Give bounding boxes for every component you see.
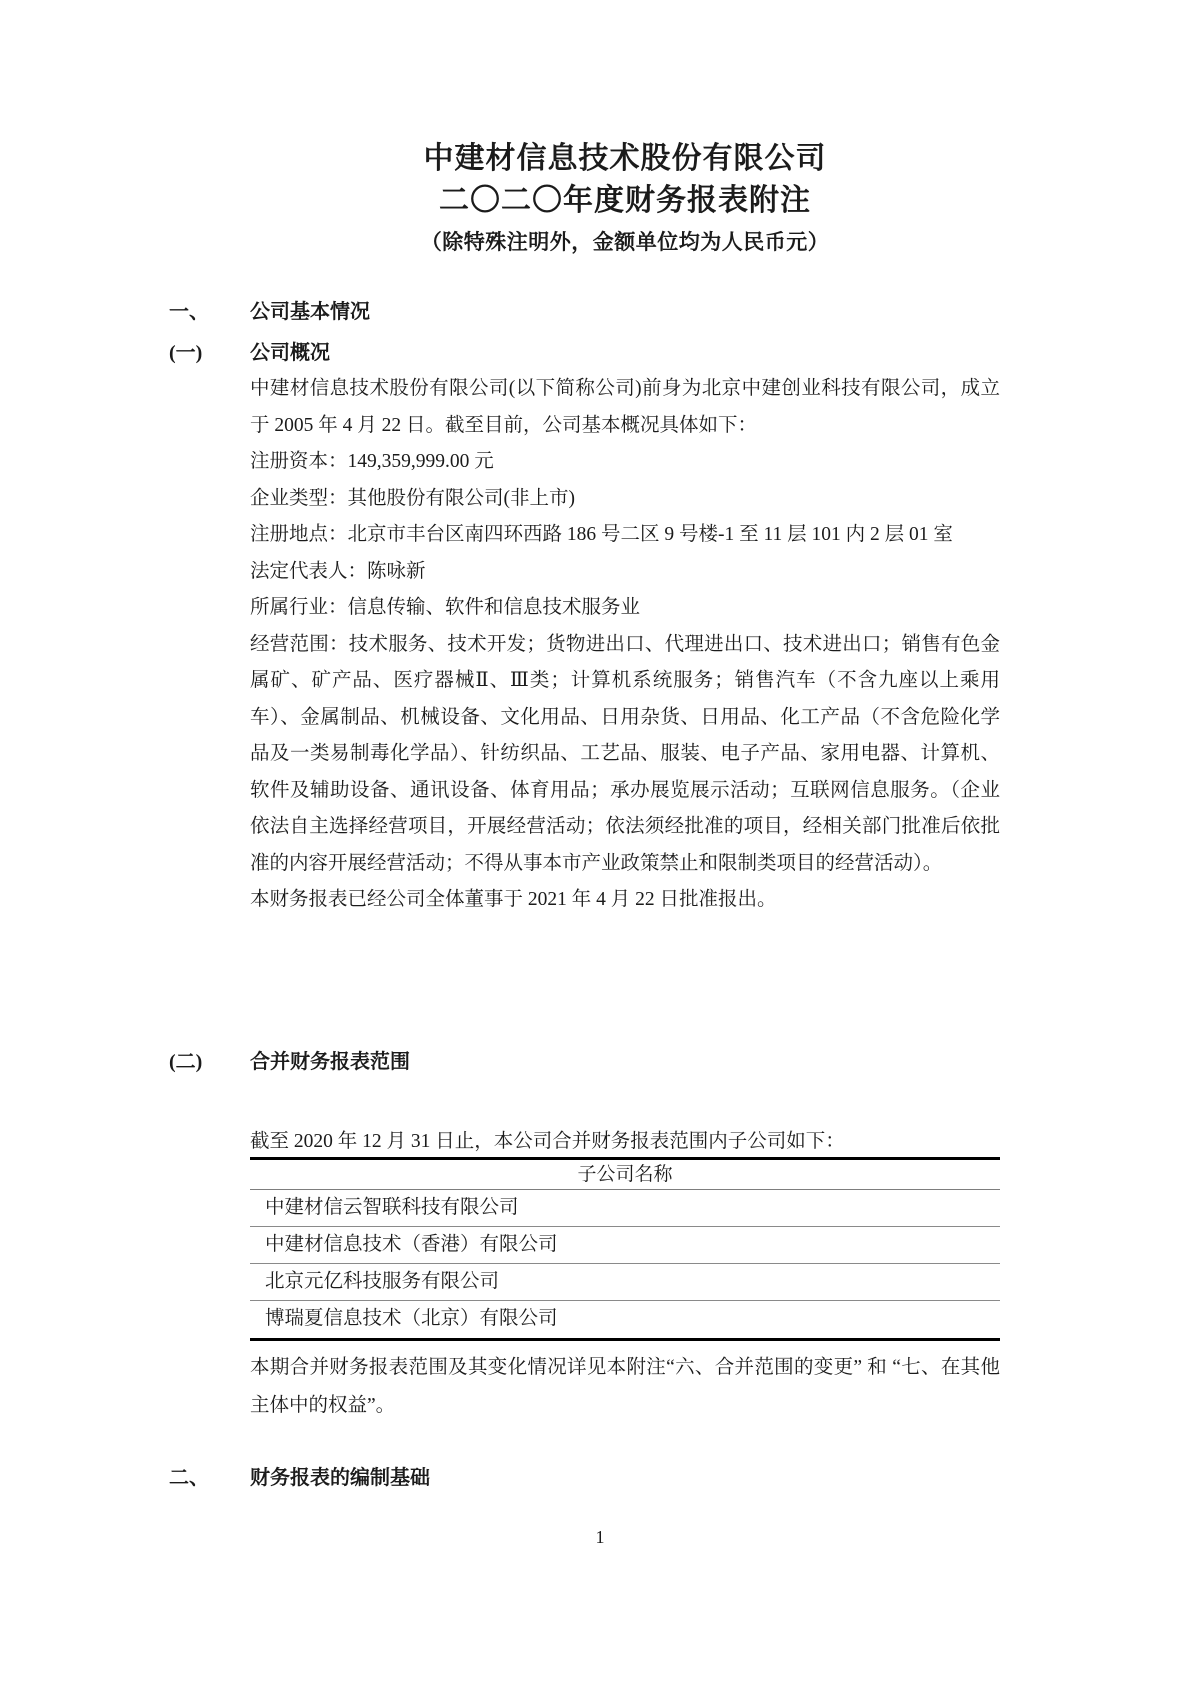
company-name-title: 中建材信息技术股份有限公司 [423,142,827,175]
subsidiary-name-column-header: 子公司名称 [250,1160,1000,1190]
document-header [250,138,1000,262]
report-title: 二〇二〇年度财务报表附注 [439,184,811,217]
subsection-1-2-title: 合并财务报表范围 [250,1051,410,1073]
subsection-1-1-number: (一) [169,342,203,364]
business-scope-paragraph: 经营范围：技术服务、技术开发；货物进出口、代理进出口、技术进出口；销售有色金属矿、矿产品、医疗器械Ⅱ、Ⅲ类；计算机系统服务；销售汽车（不含九座以上乘用车）、金属制品、机械设备、文化用品、日用杂货、日用品、化工产品（不含危险化学品及一类易制毒化学品）、针纺织品、工艺品、服装、电子产品、家用电器、计算机、软件及辅助设备、通讯设备、体育用品；承办展览展示活动；互联网信息服务。（企业依法自主选择经营项目，开展经营活动；依法须经批准的项目，经相关部门批准后依批准的内容开展经营活动；不得从事本市产业政策禁止和限制类项目的经营活动）。 [250,633,1000,874]
registered-capital-line: 注册资本：149,359,999.00 元 [250,451,494,472]
industry-line: 所属行业：信息传输、软件和信息技术服务业 [250,597,641,618]
company-overview-body [250,371,1000,919]
subsection-1-2-number: (二) [169,1051,203,1073]
consolidation-scope-intro: 截至 2020 年 12 月 31 日止，本公司合并财务报表范围内子公司如下： [250,1131,845,1152]
table-row-subsidiary-1: 中建材信云智联科技有限公司 [250,1190,1000,1227]
scope-change-note: 本期合并财务报表范围及其变化情况详见本附注“六、合并范围的变更” 和 “七、在其他主体中的权益”。 [250,1357,1000,1416]
section-1-title: 公司基本情况 [250,301,370,323]
company-history-paragraph: 中建材信息技术股份有限公司(以下简称公司)前身为北京中建创业科技有限公司，成立于 2005 年 4 月 22 日。截至目前，公司基本概况具体如下： [250,378,1000,436]
subsection-1-1-title: 公司概况 [250,342,330,364]
section-1-number: 一、 [169,301,209,323]
currency-unit-note: （除特殊注明外，金额单位均为人民币元） [420,230,830,254]
section-2-title: 财务报表的编制基础 [250,1467,430,1489]
page-number: 1 [595,1527,605,1547]
table-row-subsidiary-3: 北京元亿科技服务有限公司 [250,1264,1000,1301]
legal-representative-line: 法定代表人：陈咏新 [250,560,426,582]
table-row-subsidiary-4: 博瑞夏信息技术（北京）有限公司 [265,1308,558,1329]
section-2-number: 二、 [169,1467,209,1489]
registered-address-line: 注册地点：北京市丰台区南四环西路 186 号二区 9 号楼-1 至 11 层 101 内 2 层 01 室 [250,524,953,545]
enterprise-type-line: 企业类型：其他股份有限公司(非上市) [250,487,575,509]
report-approval-line: 本财务报表已经公司全体董事于 2021 年 4 月 22 日批准报出。 [250,889,777,910]
subsidiaries-table [250,1157,1000,1341]
table-row-subsidiary-2: 中建材信息技术（香港）有限公司 [250,1227,1000,1264]
